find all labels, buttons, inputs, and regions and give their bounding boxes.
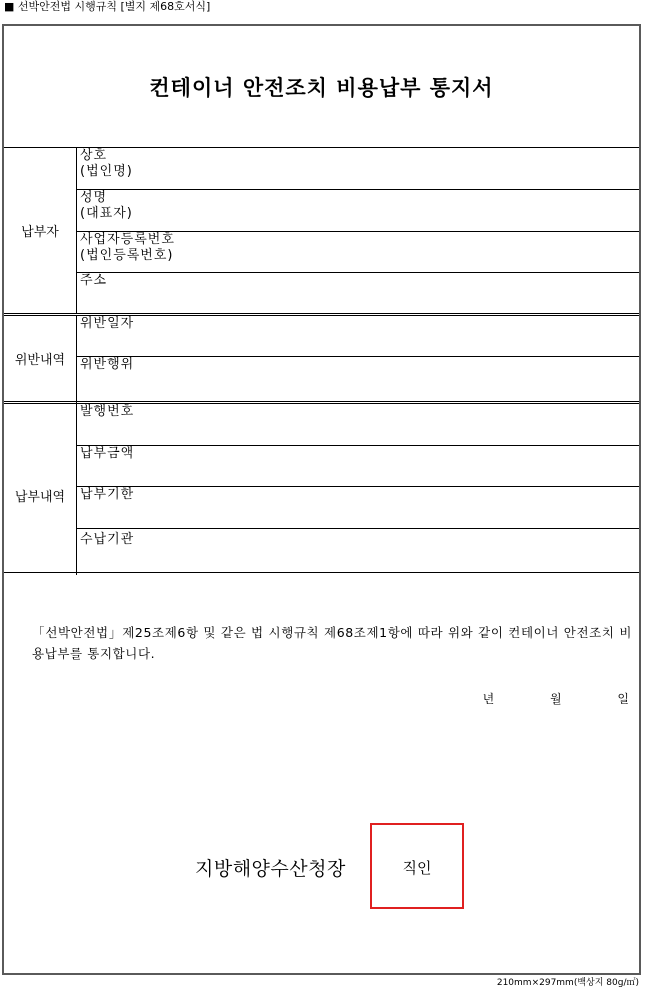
date-row [483,690,629,707]
payment-deadline-label: 납부기한 [80,487,135,502]
payment-fields [76,404,639,575]
notice-statement: 「선박안전법」제25조제6항 및 같은 법 시행규칙 제68조제1항에 따라 위와 같이 컨테이너 안전조치 비용납부를 통지합니다. [32,625,632,661]
issue-number-label: 발행번호 [80,404,135,419]
payment-section [4,401,639,575]
violation-section-label: 위반내역 [14,353,66,368]
issue-number-field[interactable] [77,404,639,446]
representative-name-label: 성명 (대표자) [80,190,133,221]
section-divider [4,572,639,573]
violation-act-field[interactable] [77,357,639,398]
date-month[interactable]: 월 [549,692,562,706]
registration-number-field[interactable] [77,232,639,273]
violation-act-label: 위반행위 [80,357,135,372]
violation-section [4,313,639,404]
payment-amount-label: 납부금액 [80,446,135,461]
company-name-label: 상호 (법인명) [80,148,133,179]
date-year[interactable]: 년 [482,692,495,706]
official-seal-box [370,823,464,909]
payer-section-label: 납부자 [21,225,59,240]
payer-section [4,147,639,314]
violation-date-label: 위반일자 [80,316,135,331]
payment-amount-field[interactable] [77,446,639,487]
payment-section-label: 납부내역 [14,490,66,505]
violation-fields [76,316,639,404]
violation-date-field[interactable] [77,316,639,357]
form-title: 컨테이너 안전조치 비용납부 통지서 [149,76,494,100]
receiving-agency-field[interactable] [77,529,639,569]
paper-spec-note: 210mm×297mm(백상지 80g/㎡) [496,978,639,988]
notice-form [2,24,641,975]
representative-name-field[interactable] [77,190,639,232]
registration-number-label: 사업자등록번호 (법인등록번호) [80,232,175,263]
company-name-field[interactable] [77,148,639,190]
address-field[interactable] [77,273,639,313]
seal-label: 직인 [402,859,432,877]
form-number-note: ■ 선박안전법 시행규칙 [별지 제68호서식] [4,0,211,13]
payment-deadline-field[interactable] [77,487,639,529]
receiving-agency-label: 수납기관 [80,532,135,547]
issuer-name: 지방해양수산청장 [195,858,346,880]
date-day[interactable]: 일 [617,692,629,706]
address-label: 주소 [80,273,108,288]
payer-fields [76,148,639,314]
